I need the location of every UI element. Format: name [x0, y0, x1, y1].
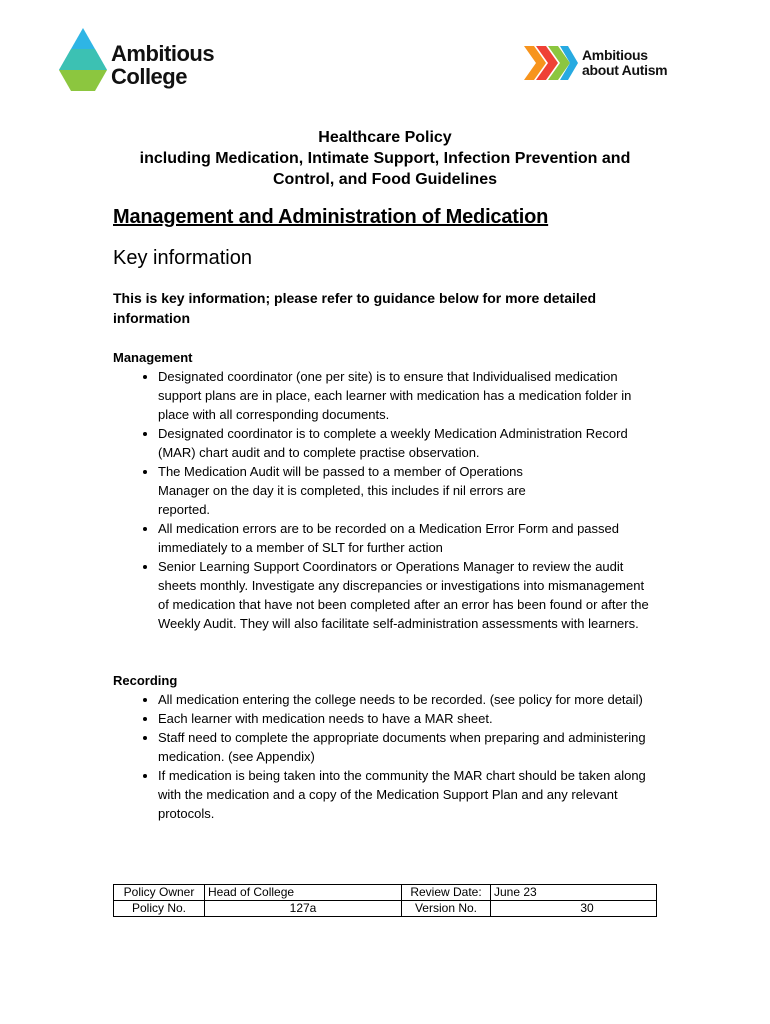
policy-info-table — [113, 884, 657, 917]
policy-number-label: Policy No. — [114, 901, 205, 917]
ambitious-college-wordmark — [111, 42, 214, 88]
chevrons-logo-icon — [524, 46, 580, 80]
recording-title: Recording — [113, 673, 178, 688]
recording-section — [113, 671, 658, 823]
management-list — [113, 367, 658, 633]
key-info-heading: Key information — [113, 247, 252, 269]
title-line-1: Healthcare Policy — [318, 129, 452, 146]
logo-left-line1: Ambitious — [111, 41, 215, 66]
document-title — [100, 127, 670, 190]
review-date-value: June 23 — [491, 885, 657, 901]
list-item: • Designated coordinator (one per site) is to ensure that Individualised medication support plans are in place, each learner with medication has a medication folder in place with all corresponding documents. — [158, 367, 658, 424]
ambitious-about-autism-wordmark — [582, 48, 667, 78]
list-item: • All medication errors are to be recorded on a Medication Error Form and passed immediately to a member of SLT for further action — [158, 519, 658, 557]
management-title: Management — [113, 350, 193, 365]
table-row — [114, 885, 657, 901]
version-label: Version No. — [402, 901, 491, 917]
management-section — [113, 348, 658, 633]
list-item: • Staff need to complete the appropriate documents when preparing and administering medication. (see Appendix) — [158, 728, 658, 766]
logo-right-line1: Ambitious — [582, 47, 648, 63]
title-line-3: Control, and Food Guidelines — [273, 171, 497, 188]
review-date-label: Review Date: — [402, 885, 491, 901]
logo-left-line2: College — [111, 64, 187, 89]
title-line-2: including Medication, Intimate Support, Infection Prevention and — [139, 150, 631, 167]
ambitious-about-autism-logo — [524, 46, 694, 86]
policy-owner-value: Head of College — [205, 885, 402, 901]
key-info-intro: This is key information; please refer to guidance below for more detailed information — [113, 290, 597, 326]
list-item: • All medication entering the college needs to be recorded. (see policy for more detail) — [158, 690, 658, 709]
list-item: • If medication is being taken into the community the MAR chart should be taken along with the medication and a copy of the Medication Support Plan and any relevant protocols. — [158, 766, 658, 823]
list-item: • Designated coordinator is to complete a weekly Medication Administration Record (MAR) chart audit and to complete practise observation. — [158, 424, 658, 462]
table-row — [114, 901, 657, 917]
version-value: 30 — [491, 901, 657, 917]
list-item: • The Medication Audit will be passed to a member of Operations Manager on the day it is completed, this includes if nil errors are reported. — [158, 462, 658, 519]
ambitious-college-logo — [59, 28, 239, 98]
logo-right-line2: about Autism — [582, 62, 668, 78]
policy-number-value: 127a — [205, 901, 402, 917]
list-item: • Each learner with medication needs to have a MAR sheet. — [158, 709, 658, 728]
section-heading: Management and Administration of Medication — [113, 206, 549, 228]
triangle-logo-icon — [59, 28, 107, 92]
policy-owner-label: Policy Owner — [114, 885, 205, 901]
recording-list — [113, 690, 658, 823]
list-item: • Senior Learning Support Coordinators or Operations Manager to review the audit sheets monthly. Investigate any discrepancies or investigations into mismanagement of medication that have not been completed after an error has been found or after the Weekly Audit. They will also facilitate self-administration assessments with learners. — [158, 557, 658, 633]
